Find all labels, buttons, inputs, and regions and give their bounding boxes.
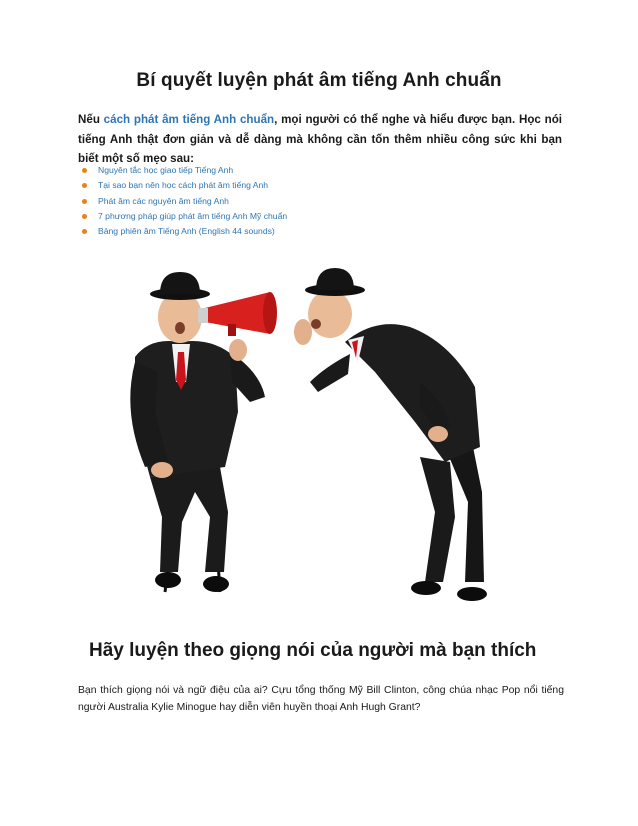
list-item[interactable] — [78, 224, 287, 239]
intro-text-end: , mọi người có thể nghe và hiểu được bạn. Học nói tiếng Anh thật đơn giản và dễ dàng mà không cần tốn thêm nhiều công sức khi bạn biết một số mẹo sau: — [78, 113, 563, 165]
list-item-link[interactable]: Bảng phiên âm Tiếng Anh (English 44 sounds) — [98, 226, 275, 237]
list-item-link[interactable]: Tại sao bạn nên học cách phát âm tiếng Anh — [98, 180, 269, 191]
list-item[interactable] — [78, 163, 287, 178]
list-item[interactable] — [78, 178, 287, 193]
red-megaphone-icon — [198, 292, 277, 336]
page-title: Bí quyết luyện phát âm tiếng Anh chuẩn — [136, 70, 502, 91]
list-item-link[interactable]: 7 phương pháp giúp phát âm tiếng Anh Mỹ chuẩn — [98, 210, 288, 221]
list-item-link[interactable]: Nguyên tắc học giao tiếp Tiếng Anh — [98, 165, 234, 175]
bullet-dot-icon — [82, 229, 87, 234]
shouting-man-figure — [294, 268, 487, 601]
intro-paragraph — [78, 110, 562, 169]
list-item[interactable] — [78, 209, 287, 224]
pronunciation-link[interactable]: cách phát âm tiếng Anh chuẩn — [103, 113, 275, 126]
megaphone-illustration — [120, 262, 490, 618]
section-heading: Hãy luyện theo giọng nói của người mà bạn thích — [89, 640, 537, 661]
bullet-dot-icon — [82, 214, 87, 219]
list-item-link[interactable]: Phát âm các nguyên âm tiếng Anh — [98, 195, 229, 206]
bullet-dot-icon — [82, 183, 87, 188]
intro-text-start: Nếu — [78, 113, 104, 126]
related-links-list — [78, 163, 287, 239]
bullet-dot-icon — [82, 168, 87, 173]
bullet-dot-icon — [82, 199, 87, 204]
section-body: Bạn thích giọng nói và ngữ điệu của ai? Cựu tổng thống Mỹ Bill Clinton, công chúa nhạc Pop nổi tiếng người Australia Kylie Minogue hay diễn viên huyền thoại Anh Hugh Grant? — [78, 685, 564, 713]
list-item[interactable] — [78, 194, 287, 209]
